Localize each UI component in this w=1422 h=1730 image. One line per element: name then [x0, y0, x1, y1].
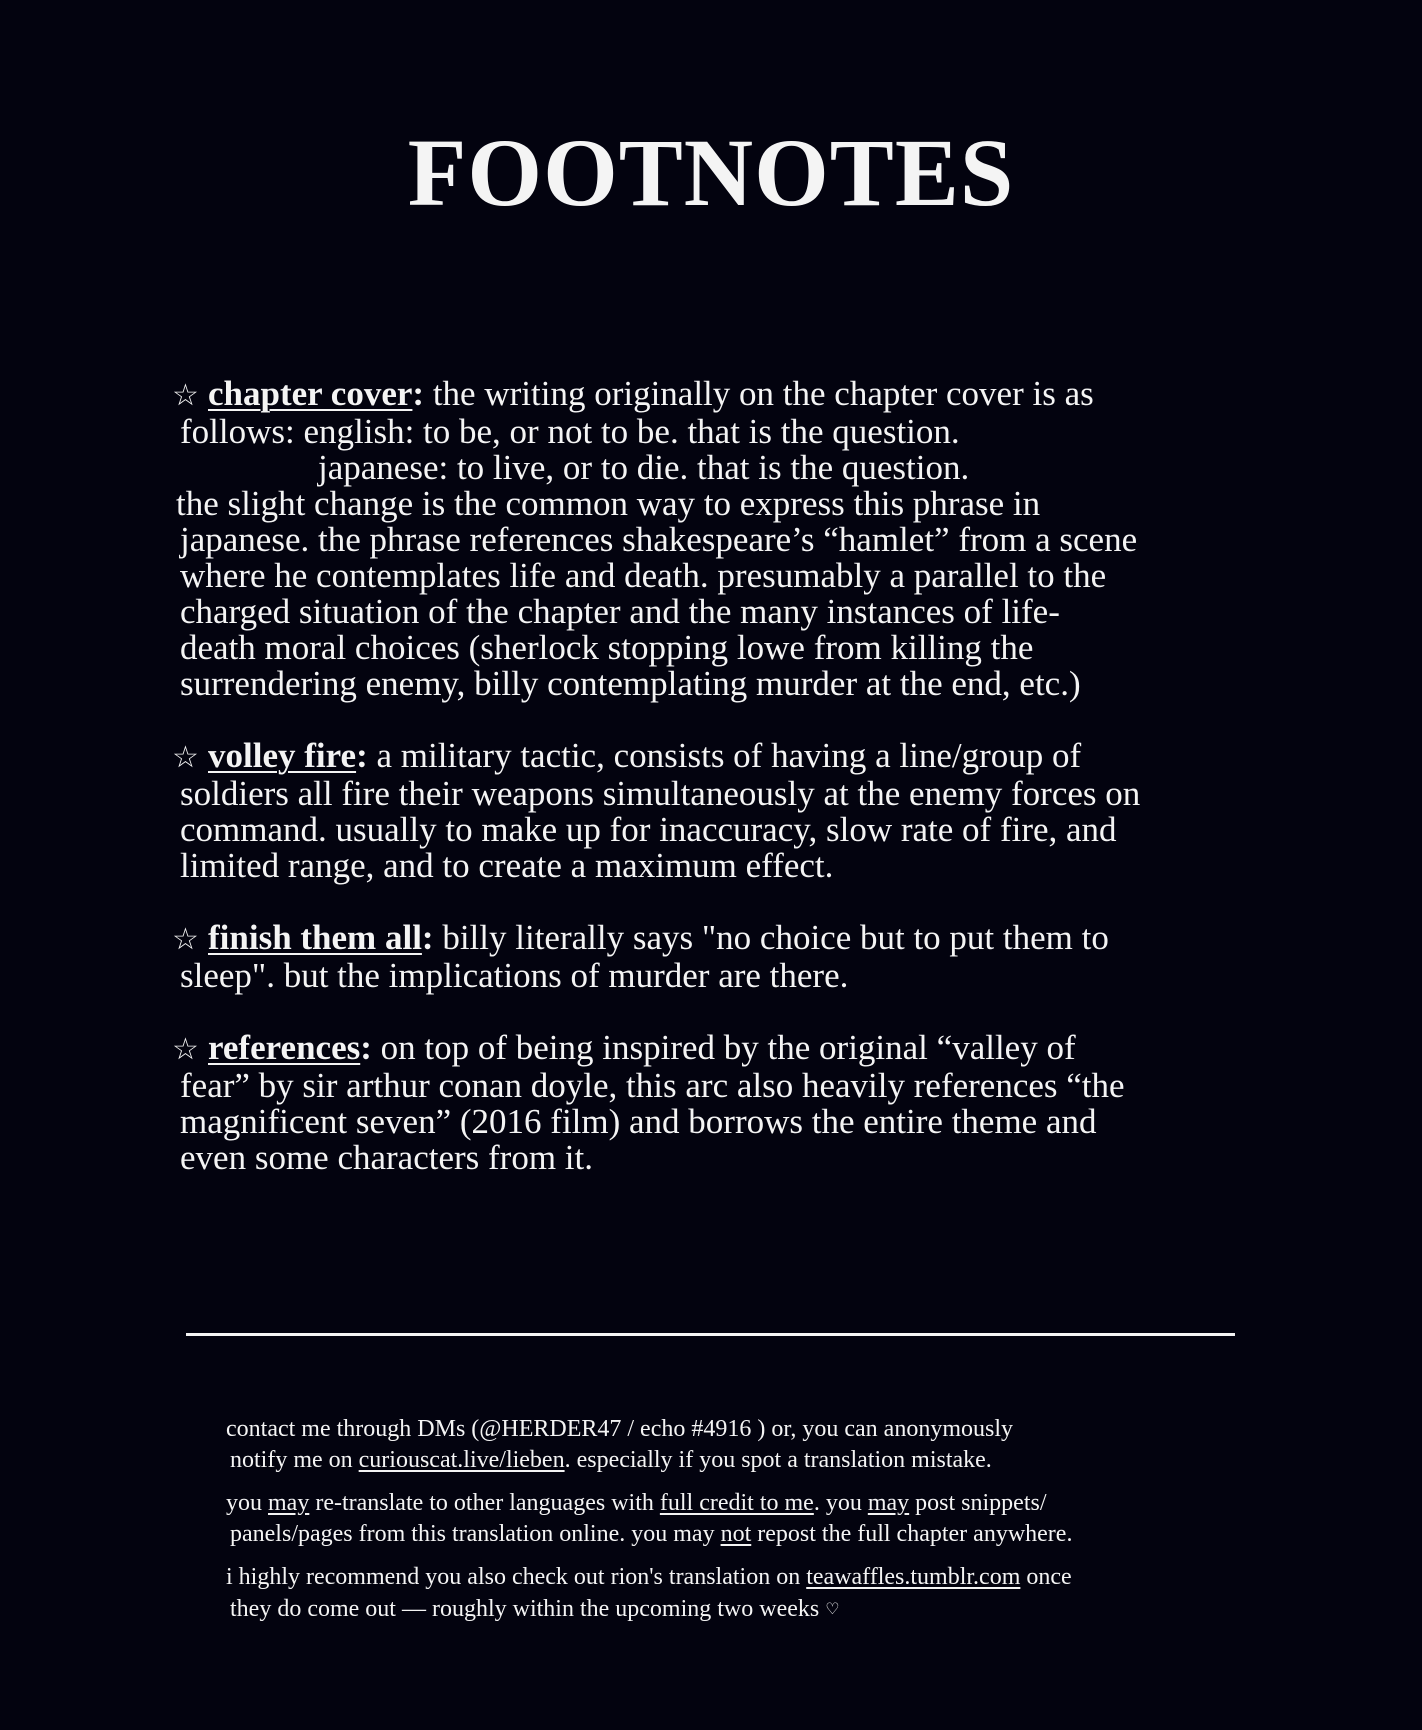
footer-text: post snippets/ [909, 1490, 1047, 1516]
footnote-line: surrendering enemy, billy contemplating murder at the end, etc.) [180, 664, 1081, 703]
footnote-volley-fire [172, 736, 1266, 885]
footnote-line: fear” by sir arthur conan doyle, this arc also heavily references “the [180, 1066, 1125, 1105]
footnote-line: japanese. the phrase references shakespeare’s “hamlet” from a scene [180, 520, 1138, 559]
footnote-finish-them-all [172, 918, 1266, 995]
footer-text: repost the full chapter anywhere. [751, 1521, 1073, 1547]
footnote-references [172, 1028, 1266, 1177]
contact-paragraph [226, 1414, 1236, 1476]
footnote-colon: : [421, 918, 434, 957]
footer-line [226, 1519, 1236, 1550]
footer-text: i highly recommend you also check out rion's translation on [226, 1564, 807, 1590]
footnote-line: magnificent seven” (2016 film) and borrows the entire theme and [180, 1102, 1097, 1141]
footer-text: . especially if you spot a translation mistake. [564, 1447, 992, 1473]
footnote-colon: : [360, 1028, 372, 1067]
footnote-line [172, 738, 1266, 776]
footnote-line: even some characters from it. [180, 1138, 594, 1177]
divider [186, 1333, 1235, 1336]
curiouscat-link[interactable]: curiouscat.live/lieben [358, 1447, 565, 1473]
footer-line [226, 1593, 1236, 1625]
footer-text: once [1020, 1564, 1072, 1590]
footnote-line: command. usually to make up for inaccuracy, slow rate of fire, and [180, 810, 1117, 849]
footnote-line: sleep". but the implications of murder are there. [180, 956, 849, 995]
footnote-line: the slight change is the common way to express this phrase in [176, 484, 1041, 523]
page-title: FOOTNOTES [407, 119, 1015, 226]
star-icon: ☆ [172, 378, 199, 413]
star-icon: ☆ [172, 740, 199, 775]
footnote-text: billy literally says "no choice but to put them to [433, 918, 1109, 957]
footnote-line: charged situation of the chapter and the many instances of life- [180, 592, 1060, 631]
footer-text: you [226, 1490, 268, 1516]
footnote-line: death moral choices (sherlock stopping lowe from killing the [180, 628, 1034, 667]
footnote-term: references [208, 1028, 361, 1067]
footer-text: . you [813, 1490, 868, 1516]
footnote-line [172, 920, 1266, 958]
footnote-line: japanese: to live, or to die. that is the question. [318, 448, 970, 487]
emphasis-not: not [720, 1521, 752, 1547]
footnote-colon: : [412, 374, 425, 413]
footer-text: re-translate to other languages with [309, 1490, 660, 1516]
footnote-chapter-cover [172, 374, 1266, 703]
footnote-line: soldiers all fire their weapons simultaneously at the enemy forces on [180, 774, 1141, 813]
footnote-line [172, 376, 1266, 414]
footer-line: contact me through DMs (@HERDER47 / echo #4916 ) or, you can anonymously [226, 1416, 1014, 1442]
footer-text: notify me on [230, 1447, 359, 1473]
star-icon: ☆ [172, 922, 199, 957]
footnote-line [172, 1030, 1266, 1068]
permissions-paragraph [226, 1488, 1236, 1550]
footer-line [226, 1562, 1236, 1593]
recommendation-paragraph [226, 1562, 1236, 1625]
footer-text: panels/pages from this translation online. you may [230, 1521, 721, 1547]
footnote-term: finish them all [208, 918, 422, 957]
footnote-text: on top of being inspired by the original “valley of [371, 1028, 1076, 1067]
footer-line [226, 1488, 1236, 1519]
footnote-line: limited range, and to create a maximum effect. [180, 846, 834, 885]
footnote-term: chapter cover [208, 374, 413, 413]
footnote-term: volley fire [208, 736, 357, 775]
footnotes-list [172, 374, 1266, 1212]
emphasis-may: may [867, 1490, 910, 1516]
emphasis-full-credit: full credit to me [659, 1490, 814, 1516]
footnote-colon: : [356, 736, 368, 775]
footnote-text: the writing originally on the chapter cover is as [424, 374, 1094, 413]
footnote-line: follows: english: to be, or not to be. that is the question. [180, 412, 960, 451]
heart-icon: ♡ [825, 1599, 840, 1618]
emphasis-may: may [268, 1490, 310, 1516]
footer-text: they do come out — roughly within the upcoming two weeks [230, 1596, 826, 1622]
footer-line [226, 1445, 1236, 1476]
footnote-text: a military tactic, consists of having a line/group of [367, 736, 1082, 775]
star-icon: ☆ [172, 1032, 199, 1067]
footnote-line: where he contemplates life and death. presumably a parallel to the [180, 556, 1107, 595]
teawaffles-link[interactable]: teawaffles.tumblr.com [806, 1564, 1021, 1590]
translator-notes [226, 1414, 1236, 1637]
